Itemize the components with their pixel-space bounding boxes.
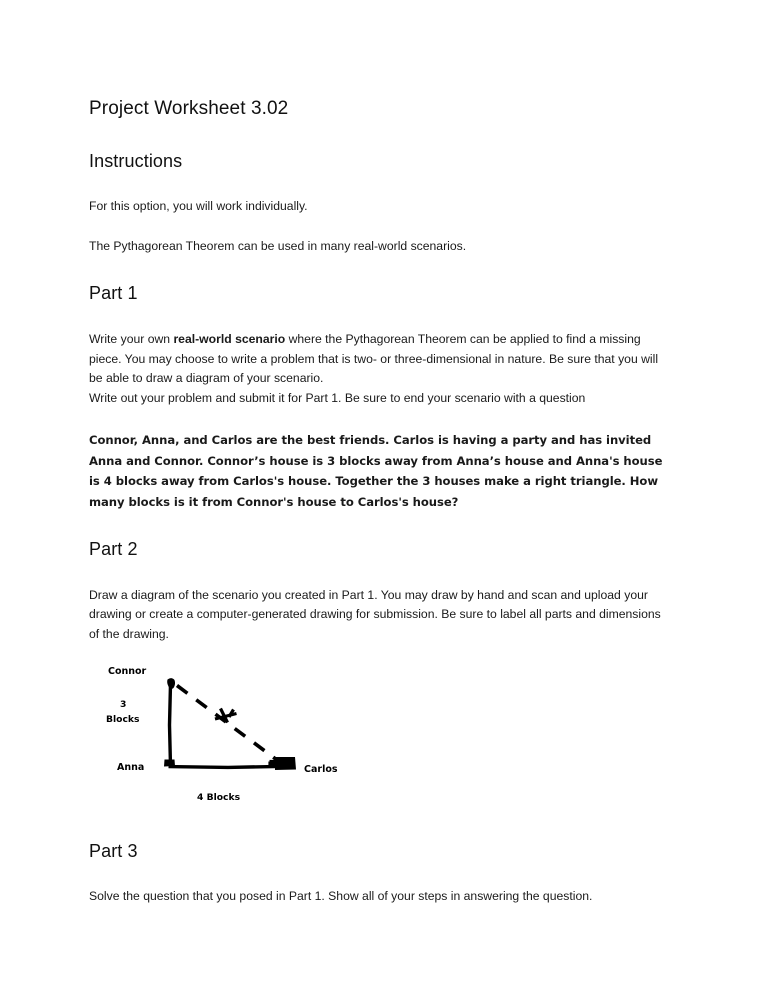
section-heading-instructions: Instructions bbox=[89, 150, 183, 171]
section-heading-part-3: Part 3 bbox=[89, 840, 138, 861]
part-1-bold-phrase: real-world scenario bbox=[173, 331, 286, 346]
part-1-text-before-bold: Write your own bbox=[89, 331, 174, 346]
diagram-label-carlos: Carlos bbox=[304, 763, 338, 775]
intro-paragraph-1: For this option, you will work individually. bbox=[89, 199, 308, 214]
section-heading-part-2: Part 2 bbox=[89, 539, 138, 560]
part-3-instruction-paragraph: Solve the question that you posed in Part 1. Show all of your steps in answering the question. bbox=[89, 889, 593, 904]
triangle-diagram-container bbox=[89, 645, 671, 814]
right-triangle-diagram bbox=[94, 662, 344, 814]
part-1-instruction-paragraph-2: Write out your problem and submit it for Part 1. Be sure to end your scenario with a question bbox=[89, 390, 586, 405]
page-title: Project Worksheet 3.02 bbox=[89, 98, 289, 119]
vertex-marker-anna bbox=[164, 759, 175, 766]
vertex-marker-connor bbox=[167, 678, 175, 689]
part-1-instruction-paragraph bbox=[89, 305, 671, 389]
diagram-label-blocks-word: Blocks bbox=[106, 713, 140, 725]
section-heading-part-1: Part 1 bbox=[89, 283, 138, 304]
document-page bbox=[89, 0, 671, 907]
hypotenuse-connor-carlos bbox=[177, 685, 281, 763]
leg-vertical-connor-anna bbox=[170, 684, 171, 766]
diagram-label-four-blocks: 4 Blocks bbox=[197, 791, 241, 803]
diagram-label-blocks-number: 3 bbox=[120, 698, 127, 710]
diagram-label-connor: Connor bbox=[108, 665, 147, 677]
leg-horizontal-anna-carlos bbox=[169, 766, 281, 767]
intro-paragraph-2: The Pythagorean Theorem can be used in many real-world scenarios. bbox=[89, 238, 467, 253]
part-1-text-after-bold: where the Pythagorean Theorem can be applied to find a missing piece. You may choose to write a problem that is two- or three-dimensional in nature. Be sure that you will be able to draw a diagram of your scenario. bbox=[89, 331, 659, 386]
part-2-instruction-paragraph: Draw a diagram of the scenario you created in Part 1. You may draw by hand and scan and upload your drawing or create a computer-generated drawing for submission. Be sure to label all parts and dimensions of the drawing. bbox=[89, 587, 661, 642]
part-1-student-scenario: Connor, Anna, and Carlos are the best friends. Carlos is having a party and has invited Anna and Connor. Connor’s house is 3 blocks away from Anna’s house and Anna's house is 4 blocks away from Carlos's house. Together the 3 houses make a right triangle. How many blocks is it from Connor's house to Carlos's house? bbox=[89, 433, 663, 509]
diagram-label-anna: Anna bbox=[117, 761, 145, 773]
